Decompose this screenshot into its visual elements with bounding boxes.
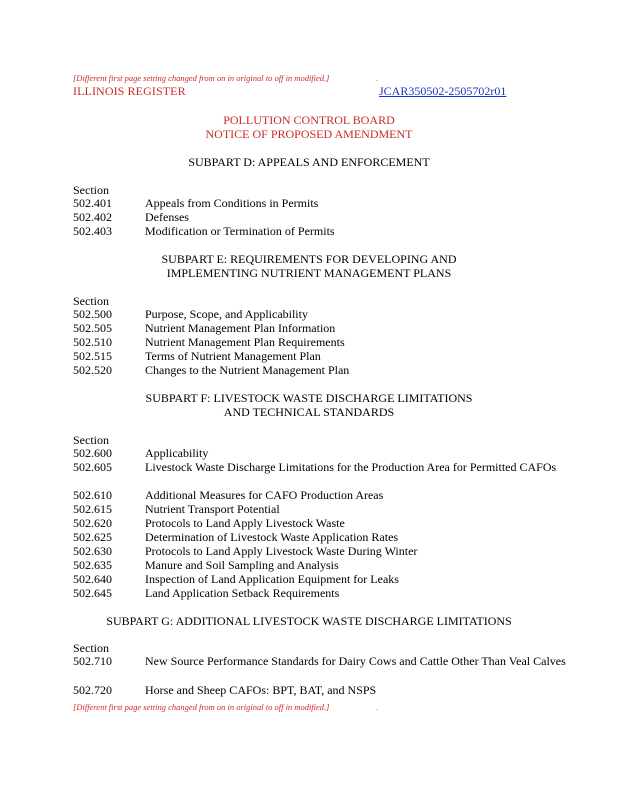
section-number: 502.640 (73, 572, 112, 586)
section-title: Livestock Waste Discharge Limitations for the Production Area for Permitted CAFOs (145, 460, 557, 474)
section-label: Section (73, 294, 109, 308)
section-title: New Source Performance Standards for Dairy Cows and Cattle Other Than Veal Calves (145, 654, 566, 668)
section-title: Determination of Livestock Waste Application Rates (145, 530, 399, 544)
section-number: 502.615 (73, 502, 112, 516)
jcar-reference: JCAR350502-2505702r01 (379, 84, 507, 98)
subpart-e-heading: SUBPART E: REQUIREMENTS FOR DEVELOPING AND (161, 252, 457, 266)
section-number: 502.625 (73, 530, 112, 544)
register-header: ILLINOIS REGISTER (73, 84, 186, 98)
section-number: 502.500 (73, 307, 112, 321)
section-title: Manure and Soil Sampling and Analysis (145, 558, 339, 572)
section-label: Section (73, 641, 109, 655)
section-title: Changes to the Nutrient Management Plan (145, 363, 350, 377)
section-number: 502.520 (73, 363, 112, 377)
section-title: Protocols to Land Apply Livestock Waste (145, 516, 345, 530)
section-number: 502.620 (73, 516, 112, 530)
section-number: 502.720 (73, 683, 112, 697)
section-title: Land Application Setback Requirements (145, 586, 340, 600)
section-title: Additional Measures for CAFO Production Areas (145, 488, 384, 502)
subpart-g-heading: SUBPART G: ADDITIONAL LIVESTOCK WASTE DISCHARGE LIMITATIONS (106, 614, 512, 628)
section-label: Section (73, 433, 109, 447)
notice-title: NOTICE OF PROPOSED AMENDMENT (205, 127, 413, 141)
section-number: 502.505 (73, 321, 112, 335)
section-title: Terms of Nutrient Management Plan (145, 349, 321, 363)
section-title: Nutrient Management Plan Information (145, 321, 336, 335)
section-title: Horse and Sheep CAFOs: BPT, BAT, and NSPS (145, 683, 377, 697)
section-number: 502.710 (73, 654, 112, 668)
section-title: Protocols to Land Apply Livestock Waste During Winter (145, 544, 418, 558)
section-number: 502.635 (73, 558, 112, 572)
section-number: 502.605 (73, 460, 112, 474)
section-title: Modification or Termination of Permits (145, 224, 335, 238)
section-label: Section (73, 183, 109, 197)
page-setting-note-bottom: [Different first page setting changed from on in original to off in modified.] (73, 702, 330, 712)
section-title: Nutrient Management Plan Requirements (145, 335, 345, 349)
agency-title: POLLUTION CONTROL BOARD (223, 113, 395, 127)
section-number: 502.515 (73, 349, 112, 363)
separator-dot-top: . (376, 74, 378, 83)
page-setting-note-top: [Different first page setting changed from on in original to off in modified.] (73, 73, 330, 83)
subpart-d-heading: SUBPART D: APPEALS AND ENFORCEMENT (188, 155, 430, 169)
section-number: 502.610 (73, 488, 112, 502)
section-title: Purpose, Scope, and Applicability (145, 307, 308, 321)
section-number: 502.630 (73, 544, 112, 558)
section-title: Inspection of Land Application Equipment for Leaks (145, 572, 399, 586)
subpart-f-heading-line2: AND TECHNICAL STANDARDS (223, 405, 395, 419)
subpart-f-heading: SUBPART F: LIVESTOCK WASTE DISCHARGE LIMITATIONS (145, 391, 473, 405)
section-title: Nutrient Transport Potential (145, 502, 280, 516)
section-title: Appeals from Conditions in Permits (145, 196, 319, 210)
separator-dot-bottom: . (376, 703, 378, 712)
section-title: Defenses (145, 210, 189, 224)
subpart-e-heading-line2: IMPLEMENTING NUTRIENT MANAGEMENT PLANS (166, 266, 452, 280)
section-number: 502.510 (73, 335, 112, 349)
section-title: Applicability (145, 446, 209, 460)
section-number: 502.403 (73, 224, 112, 238)
section-number: 502.402 (73, 210, 112, 224)
section-number: 502.645 (73, 586, 112, 600)
section-number: 502.401 (73, 196, 112, 210)
section-number: 502.600 (73, 446, 112, 460)
